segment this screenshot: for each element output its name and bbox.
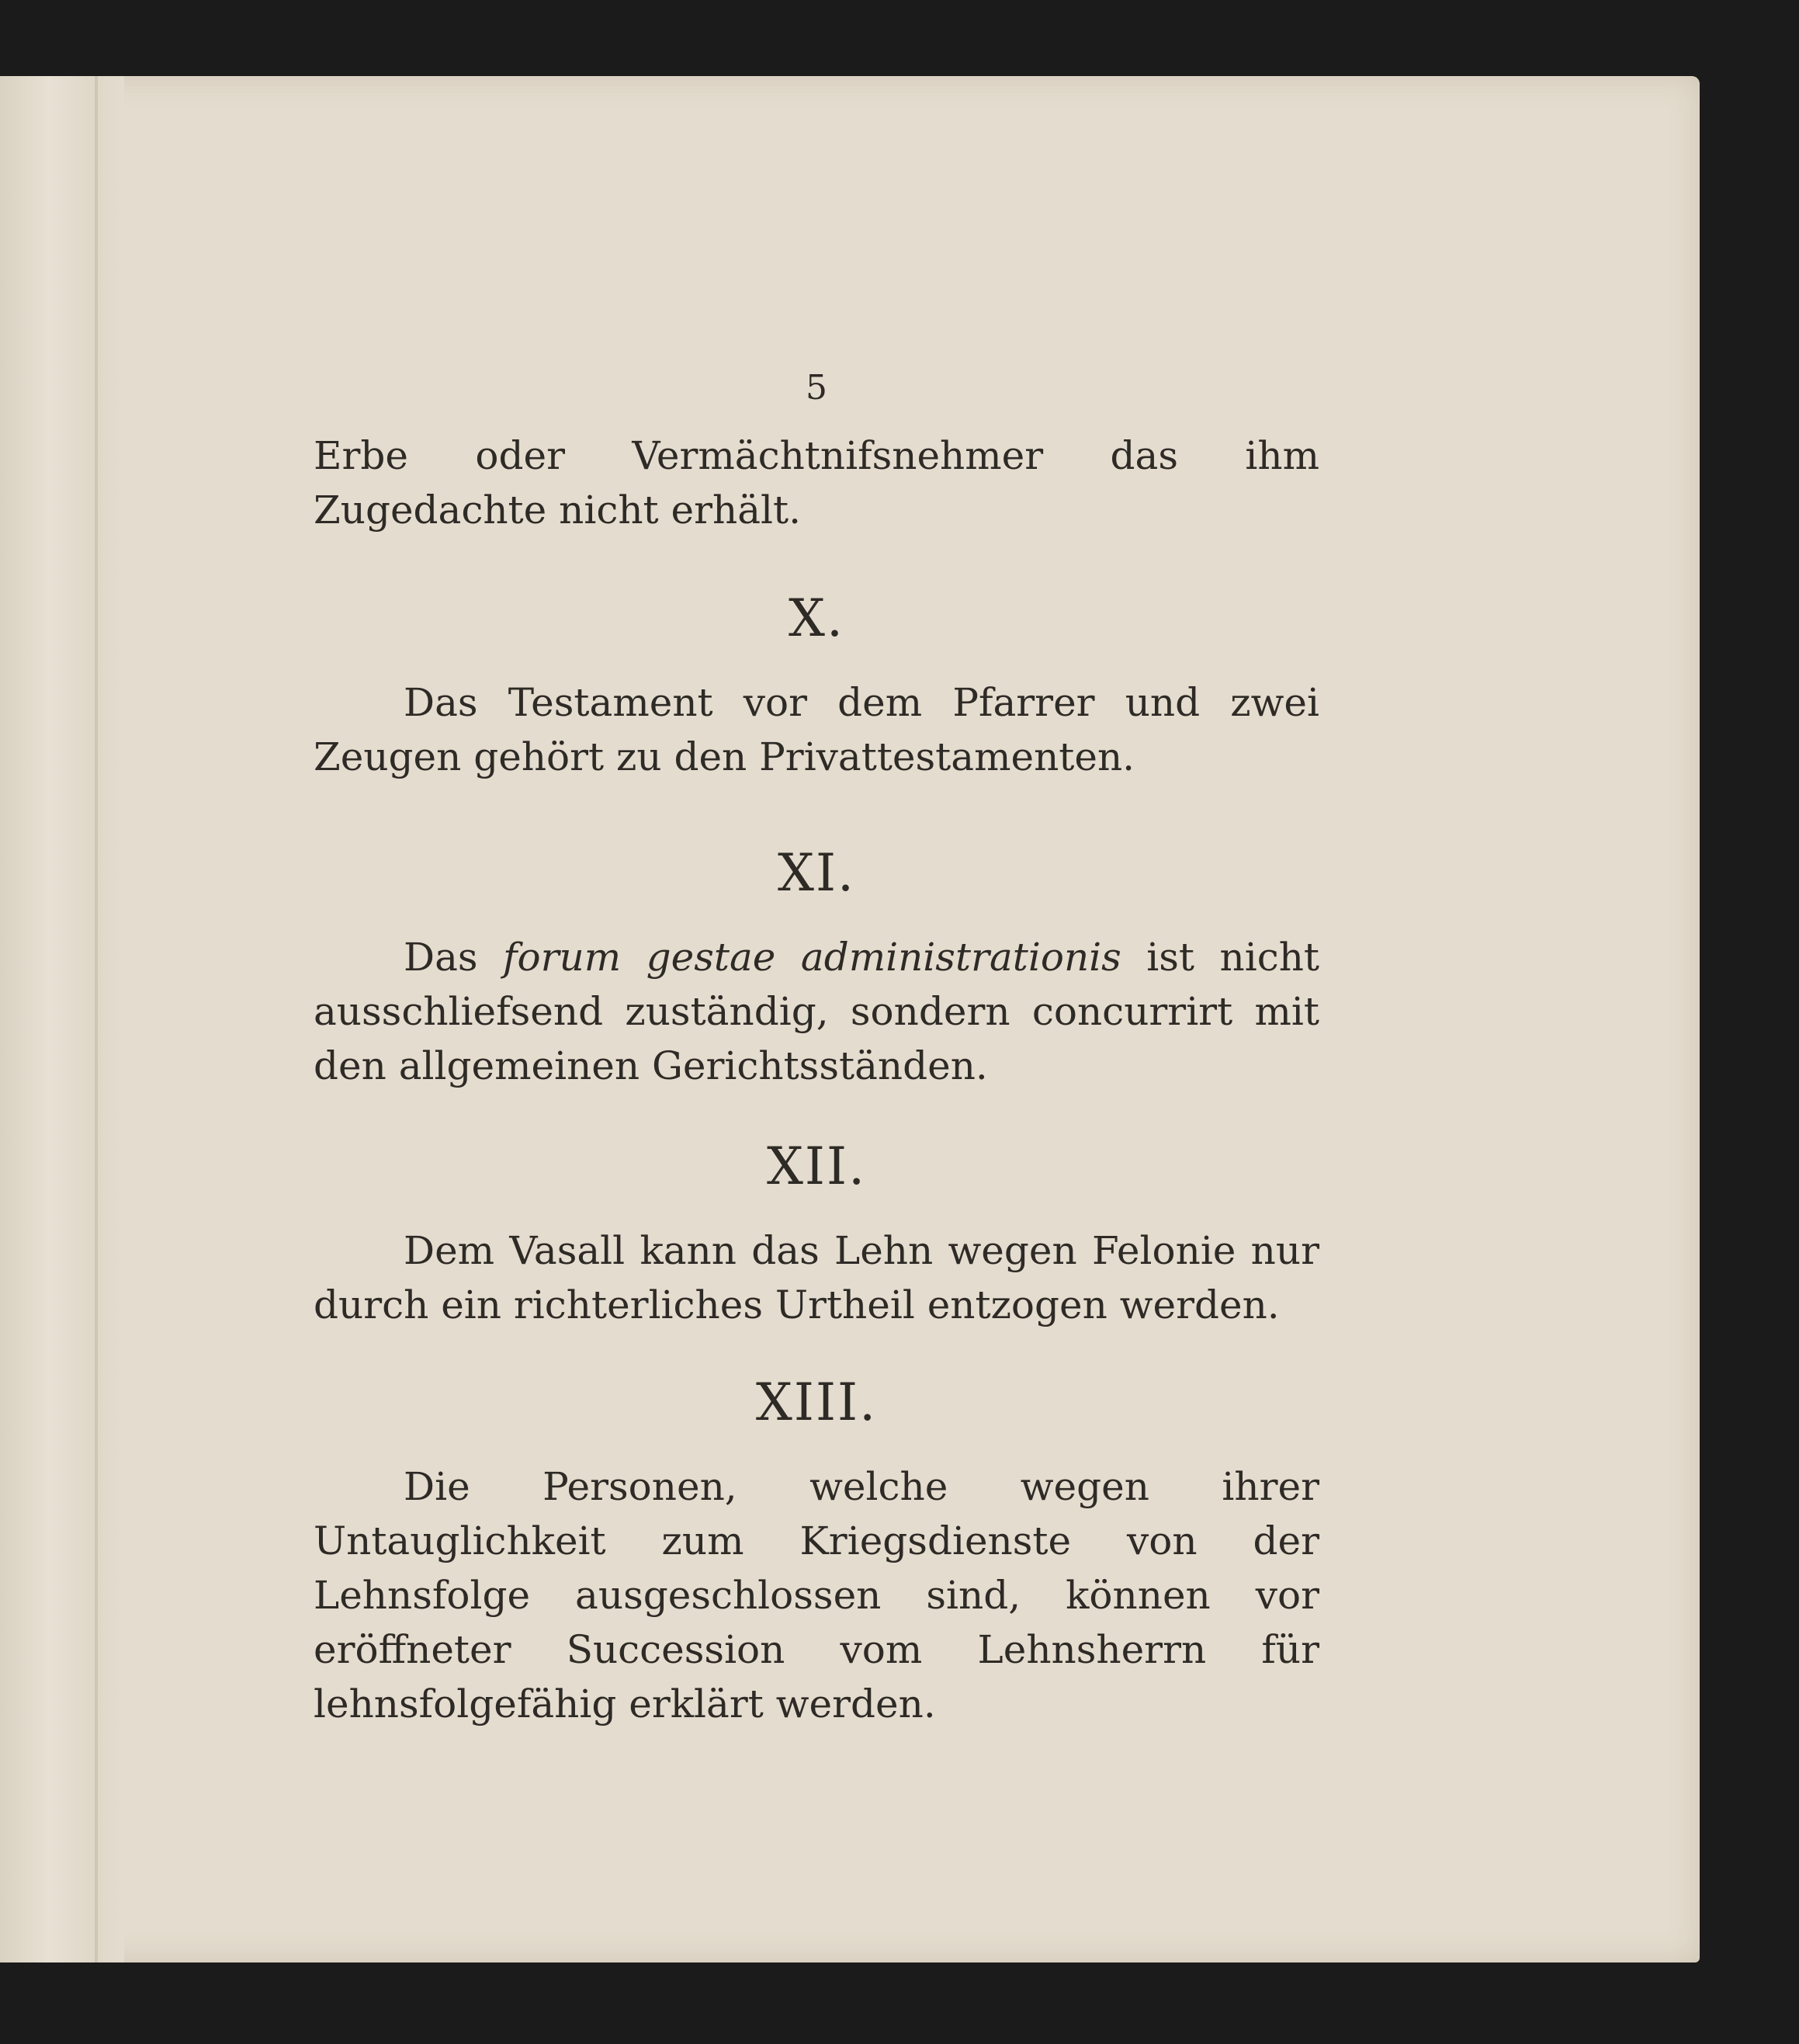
page-number: 5 bbox=[806, 368, 827, 408]
section-text-xi-latin-term: forum gestae administrationis bbox=[503, 935, 1121, 980]
gutter-fold-line bbox=[95, 76, 98, 1962]
section-text-xiii: Die Personen, welche wegen ihrer Untauglichkeit zum Kriegsdienste von der Lehnsfolge ausgeschlossen sind, können vor eröffneter Succession vom Lehnsherrn für lehnsfolgefähig erklärt werden. bbox=[314, 1464, 1319, 1726]
book-page bbox=[0, 76, 1700, 1962]
section-text-x: Das Testament vor dem Pfarrer und zwei Zeugen gehört zu den Privattestamenten. bbox=[314, 680, 1319, 779]
section-heading-xiii: XIII. bbox=[755, 1372, 878, 1432]
section-text-xii: Dem Vasall kann das Lehn wegen Felonie nur durch ein richterliches Urtheil entzogen werden. bbox=[314, 1228, 1319, 1327]
section-text-xi-after: ist nicht ausschliefsend zuständig, sondern concurrirt mit den allgemeinen Gerichtsständen. bbox=[314, 935, 1319, 1088]
page-text bbox=[314, 293, 1319, 1731]
continued-paragraph: Erbe oder Vermächtnifsnehmer das ihm Zugedachte nicht erhält. bbox=[314, 433, 1319, 533]
section-text-xi bbox=[314, 930, 1319, 1093]
section-heading-xi: XI. bbox=[777, 843, 856, 903]
section-heading-x: X. bbox=[789, 588, 844, 648]
section-heading-xii: XII. bbox=[766, 1137, 867, 1196]
section-text-xi-before: Das bbox=[404, 935, 504, 980]
page-gutter bbox=[0, 76, 124, 1962]
